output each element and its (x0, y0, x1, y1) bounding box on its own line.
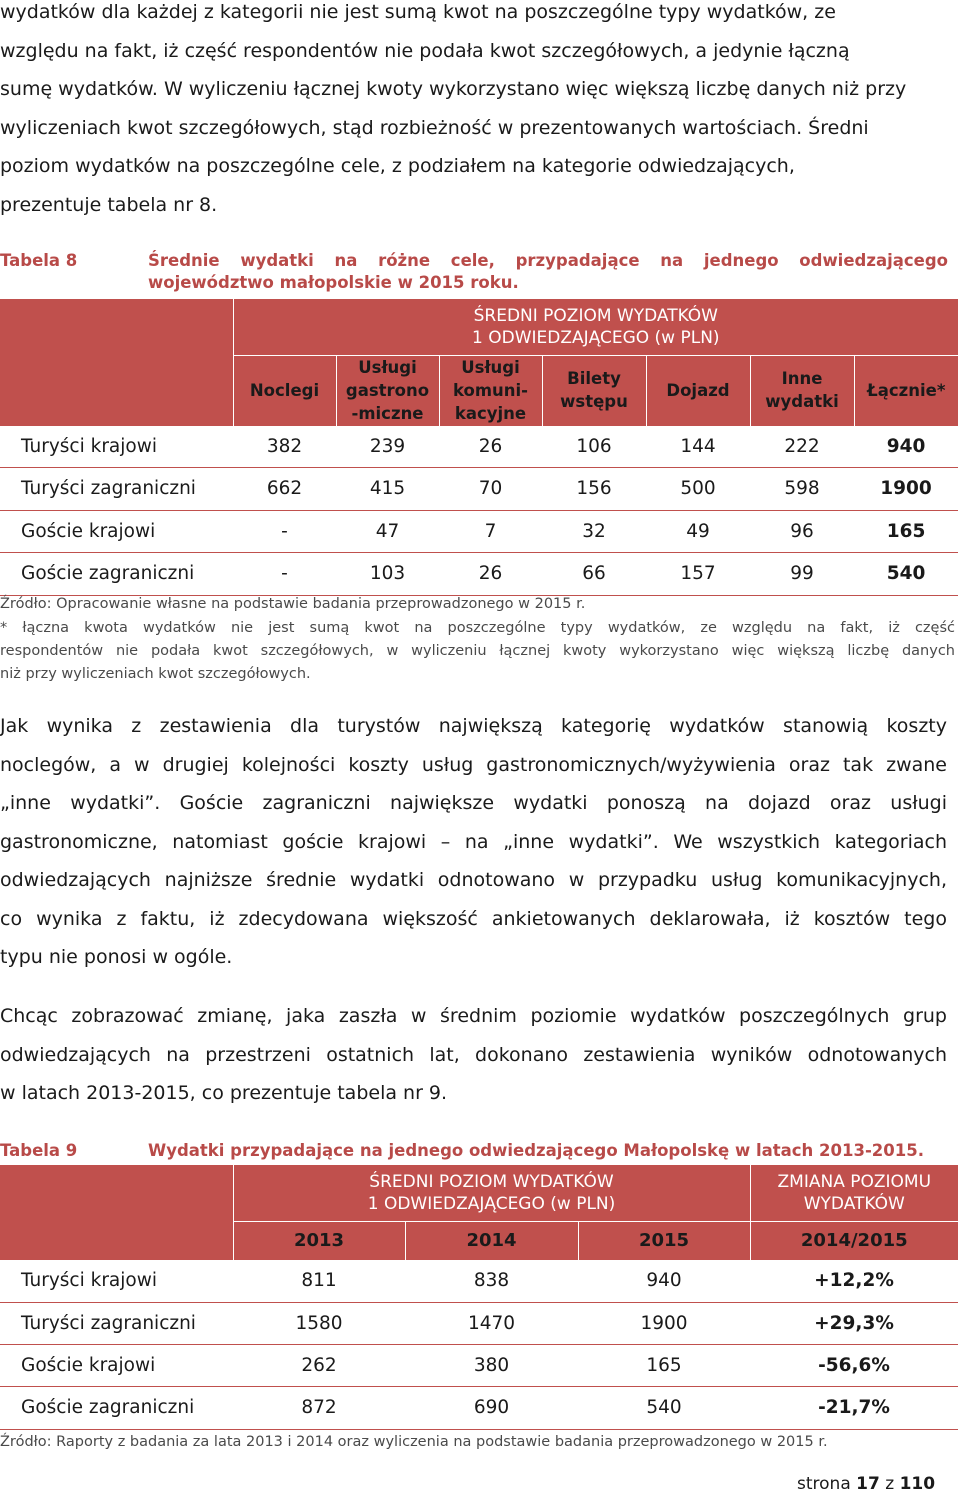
table-cell: 415 (336, 467, 439, 510)
row-label: Turyści krajowi (0, 425, 233, 467)
table-cell: 382 (233, 425, 336, 467)
table-cell: 872 (233, 1386, 405, 1429)
table-cell: 144 (646, 425, 750, 467)
text-line: gastronomiczne, natomiast goście krajowi – na „inne wydatki”. We wszystkich kategoriach (0, 830, 947, 853)
table-cell: 940 (578, 1259, 750, 1302)
analysis-paragraph (0, 707, 947, 977)
table-cell-total: 540 (854, 552, 958, 595)
col-header-bilety: Bilety wstępu (542, 355, 646, 425)
col-header-gastronomia: Usługi gastrono -miczne (336, 355, 439, 425)
table-cell: 500 (646, 467, 750, 510)
text-line: poziom wydatków na poszczególne cele, z podziałem na kategorie odwiedzających, (0, 155, 795, 177)
table-cell: 262 (233, 1344, 405, 1386)
table-cell: 165 (578, 1344, 750, 1386)
table-cell: 66 (542, 552, 646, 595)
text-line: odwiedzających na przestrzeni ostatnich lat, dokonano zestawienia wyników odnotowanych (0, 1043, 947, 1066)
table-row (0, 552, 958, 595)
table-cell-total: 940 (854, 425, 958, 467)
col-header-2013: 2013 (233, 1221, 405, 1259)
table-row (0, 510, 958, 552)
table-cell-change: -56,6% (750, 1344, 958, 1386)
row-label: Goście zagraniczni (0, 552, 233, 595)
text-line: wyliczeniach kwot szczegółowych, stąd rozbieżność w prezentowanych wartościach. Średni (0, 116, 869, 139)
table-cell: - (233, 510, 336, 552)
table9 (0, 1165, 958, 1430)
table-cell: 156 (542, 467, 646, 510)
table-cell: 157 (646, 552, 750, 595)
table8-caption (0, 250, 950, 296)
table-row (0, 1344, 958, 1386)
table-cell: 103 (336, 552, 439, 595)
table-cell: 26 (439, 425, 542, 467)
table-cell: 222 (750, 425, 854, 467)
table8-caption-line: województwo małopolskie w 2015 roku. (148, 273, 519, 292)
table-cell: 49 (646, 510, 750, 552)
text-line: typu nie ponosi w ogóle. (0, 946, 233, 968)
table-cell: 598 (750, 467, 854, 510)
table-cell: 99 (750, 552, 854, 595)
row-label: Goście zagraniczni (0, 1386, 233, 1429)
table-cell: - (233, 552, 336, 595)
table8-caption-line: Średnie wydatki na różne cele, przypadające na jednego odwiedzającego (148, 251, 948, 270)
table9-caption-text: Wydatki przypadające na jednego odwiedzającego Małopolskę w latach 2013-2015. (148, 1141, 924, 1160)
text-line: wydatków dla każdej z kategorii nie jest sumą kwot na poszczególne typy wydatków, ze (0, 1, 836, 23)
table9-source: Źródło: Raporty z badania za lata 2013 i 2014 oraz wyliczenia na podstawie badania przeprowadzonego w 2015 r. (0, 1434, 828, 1450)
table-cell: 838 (405, 1259, 578, 1302)
intro-table9-paragraph (0, 997, 947, 1113)
table-cell: 32 (542, 510, 646, 552)
page-number: strona 17 z 110 (797, 1474, 936, 1494)
col-header-komunikacja: Usługi komuni- kacyjne (439, 355, 542, 425)
text-line: prezentuje tabela nr 8. (0, 193, 218, 216)
table9-corner (0, 1165, 233, 1259)
table-cell: 662 (233, 467, 336, 510)
table-cell-total: 165 (854, 510, 958, 552)
intro-paragraph (0, 0, 947, 224)
table9-caption (0, 1140, 950, 1162)
col-header-change: 2014/2015 (750, 1221, 958, 1259)
table-cell: 70 (439, 467, 542, 510)
row-label: Turyści zagraniczni (0, 467, 233, 510)
text-line: co wynika z faktu, iż zdecydowana większość ankietowanych deklarowała, iż kosztów tego (0, 907, 947, 930)
table8 (0, 299, 958, 596)
text-line: Jak wynika z zestawienia dla turystów największą kategorię wydatków stanowią koszty (0, 715, 947, 737)
text-line: względu na fakt, iż część respondentów nie podała kwot szczegółowych, a jedynie łączną (0, 39, 850, 62)
row-label: Goście krajowi (0, 1344, 233, 1386)
col-header-inne: Inne wydatki (750, 355, 854, 425)
row-label: Turyści krajowi (0, 1259, 233, 1302)
table8-corner (0, 299, 233, 425)
text-line: noclegów, a w drugiej kolejności koszty usług gastronomicznych/wyżywienia oraz tak zwane (0, 753, 947, 776)
table8-footnote: * łączna kwota wydatków nie jest sumą kwot na poszczególne typy wydatków, ze względu na fakt, iż część respondentów nie podała kwot szczegółowych, w wyliczeniu łącznej kwoty wykorzystano więc większą liczbę danych niż przy wyliczeniach kwot szczegółowych. (0, 620, 955, 682)
table-cell: 239 (336, 425, 439, 467)
table9-change-header: ZMIANA POZIOMU WYDATKÓW (750, 1165, 958, 1221)
text-line: „inne wydatki”. Goście zagraniczni największe wydatki ponoszą na dojazd oraz usługi (0, 792, 947, 814)
text-line: w latach 2013-2015, co prezentuje tabela nr 9. (0, 1082, 448, 1104)
table-cell: 380 (405, 1344, 578, 1386)
table-cell: 7 (439, 510, 542, 552)
text-line: odwiedzających najniższe średnie wydatki odnotowano w przypadku usług komunikacyjnych, (0, 869, 947, 891)
table9-group-header: ŚREDNI POZIOM WYDATKÓW 1 ODWIEDZAJĄCEGO (w PLN) (233, 1165, 750, 1221)
table-cell: 1900 (578, 1302, 750, 1344)
table8-group-header: ŚREDNI POZIOM WYDATKÓW 1 ODWIEDZAJĄCEGO (w PLN) (233, 299, 958, 355)
row-label: Goście krajowi (0, 510, 233, 552)
table-cell: 96 (750, 510, 854, 552)
text-line: Chcąc zobrazować zmianę, jaka zaszła w średnim poziomie wydatków poszczególnych grup (0, 1005, 947, 1027)
table-row (0, 467, 958, 510)
col-header-2014: 2014 (405, 1221, 578, 1259)
table-cell: 1470 (405, 1302, 578, 1344)
table-row (0, 425, 958, 467)
table-cell-change: +12,2% (750, 1259, 958, 1302)
col-header-2015: 2015 (578, 1221, 750, 1259)
col-header-lacznie: Łącznie* (854, 355, 958, 425)
table-cell: 690 (405, 1386, 578, 1429)
row-label: Turyści zagraniczni (0, 1302, 233, 1344)
col-header-dojazd: Dojazd (646, 355, 750, 425)
table-cell-total: 1900 (854, 467, 958, 510)
table-cell: 26 (439, 552, 542, 595)
table-cell: 811 (233, 1259, 405, 1302)
table-cell-change: +29,3% (750, 1302, 958, 1344)
table-cell: 47 (336, 510, 439, 552)
table-cell: 1580 (233, 1302, 405, 1344)
table-cell-change: -21,7% (750, 1386, 958, 1429)
table-row (0, 1386, 958, 1429)
table-cell: 106 (542, 425, 646, 467)
table9-label: Tabela 9 (0, 1141, 78, 1160)
table-row (0, 1302, 958, 1344)
col-header-noclegi: Noclegi (233, 355, 336, 425)
table8-label: Tabela 8 (0, 251, 78, 270)
text-line: sumę wydatków. W wyliczeniu łącznej kwoty wykorzystano więc większą liczbę danych niż przy (0, 78, 907, 100)
table-cell: 540 (578, 1386, 750, 1429)
table8-source: Źródło: Opracowanie własne na podstawie badania przeprowadzonego w 2015 r. (0, 596, 586, 612)
table-row (0, 1259, 958, 1302)
